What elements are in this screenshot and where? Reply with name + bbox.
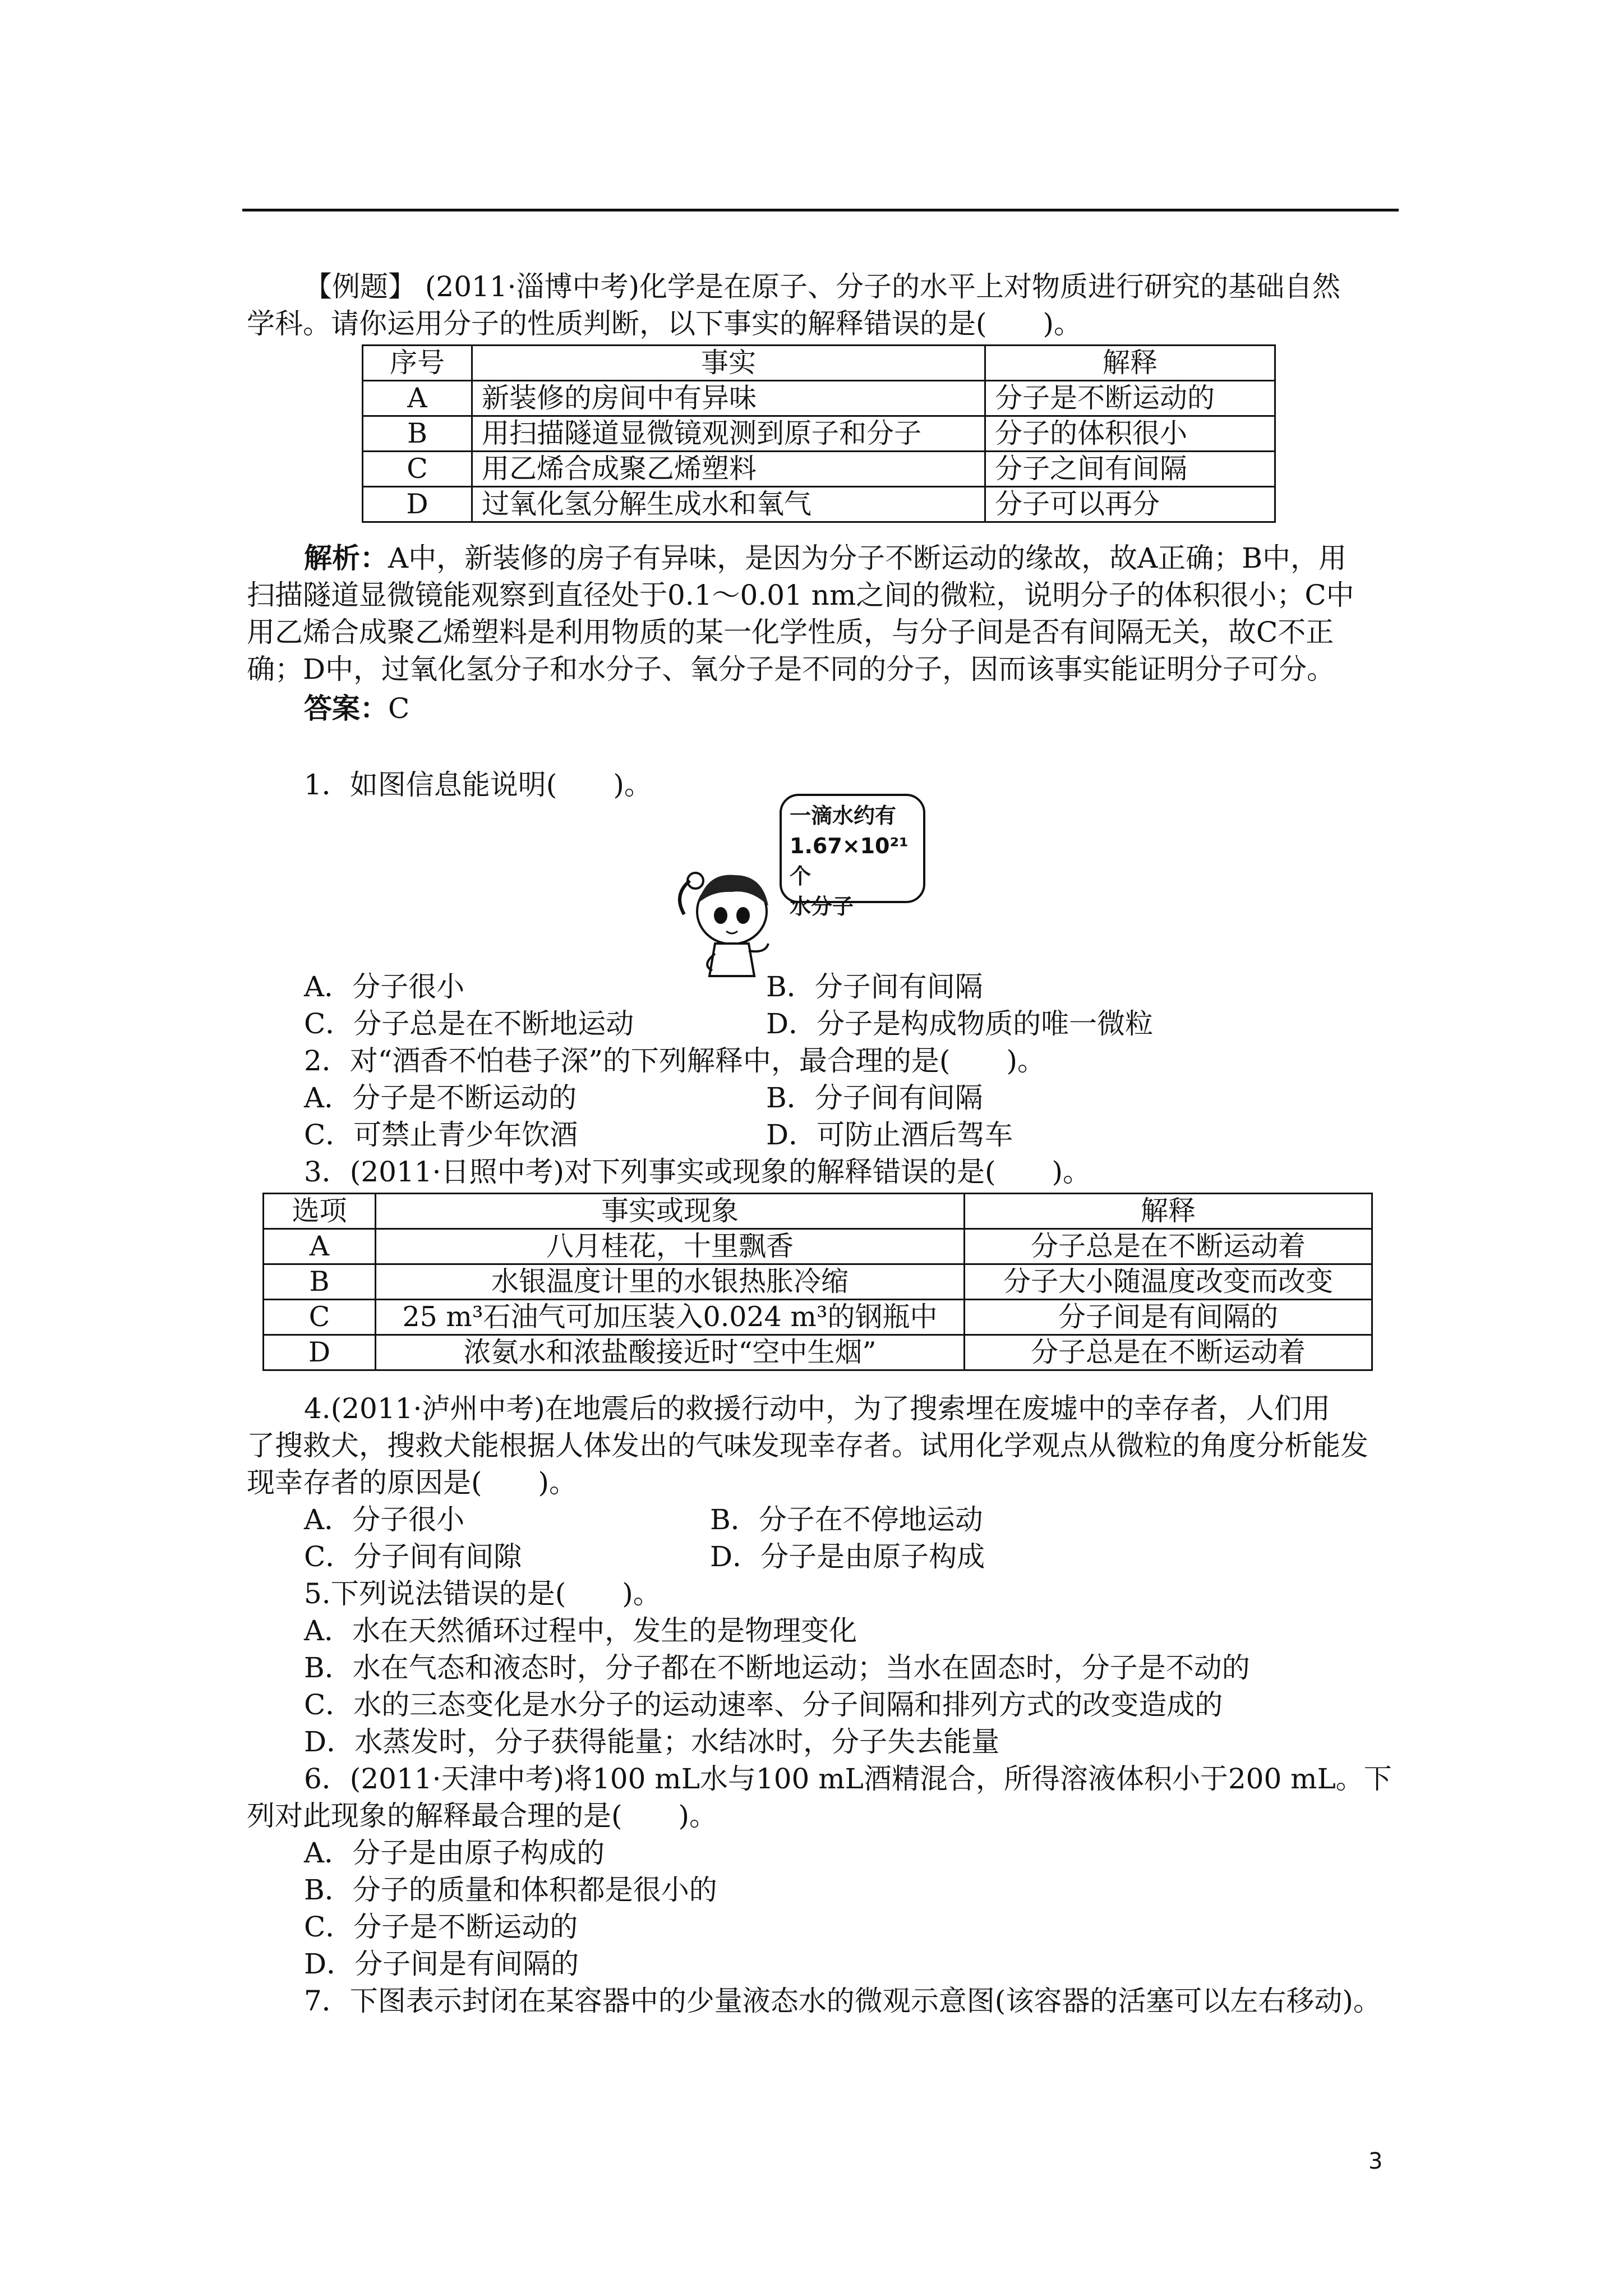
table-header: 解释 xyxy=(985,346,1275,381)
analysis-text: A中，新装修的房子有异味，是因为分子不断运动的缘故，故A正确；B中，用 xyxy=(388,542,1347,574)
q6-line-1: 6．(2011·天津中考)将100 mL水与100 mL酒精混合，所得溶液体积小于200 mL。下 xyxy=(304,1763,1392,1795)
table-cell: 用乙烯合成聚乙烯塑料 xyxy=(472,452,985,487)
analysis-label: 解析： xyxy=(304,541,388,574)
table-cell: 浓氨水和浓盐酸接近时“空中生烟” xyxy=(376,1335,965,1370)
analysis-line-4: 确；D中，过氧化氢分子和水分子、氧分子是不同的分子，因而该事实能证明分子可分。 xyxy=(247,653,1335,685)
q1-option-b: B．分子间有间隔 xyxy=(766,970,983,1003)
analysis-line-1 xyxy=(304,540,1347,577)
q5-option-c: C．水的三态变化是水分子的运动速率、分子间隔和排列方式的改变造成的 xyxy=(304,1688,1223,1721)
table-header: 解释 xyxy=(965,1194,1372,1229)
q6-option-b: B．分子的质量和体积都是很小的 xyxy=(304,1874,717,1906)
table-row xyxy=(264,1194,1372,1229)
table-header: 事实 xyxy=(472,346,985,381)
q4-option-b: B．分子在不停地运动 xyxy=(710,1503,983,1536)
bubble-text: 水分子 xyxy=(790,894,854,919)
q2-option-a: A．分子是不断运动的 xyxy=(304,1082,577,1114)
table-cell: 新装修的房间中有异味 xyxy=(472,381,985,416)
q4-line-2: 了搜救犬，搜救犬能根据人体发出的气味发现幸存者。试用化学观点从微粒的角度分析能发 xyxy=(247,1429,1368,1462)
table-row xyxy=(264,1264,1372,1300)
q3-stem: 3．(2011·日照中考)对下列事实或现象的解释错误的是( )。 xyxy=(304,1156,1091,1188)
table-row xyxy=(363,346,1275,381)
example-line-1: 【例题】 (2011·淄博中考)化学是在原子、分子的水平上对物质进行研究的基础自然 xyxy=(304,270,1341,303)
answer-line xyxy=(304,690,409,727)
q6-line-2: 列对此现象的解释最合理的是( )。 xyxy=(247,1800,718,1832)
example-table xyxy=(362,344,1276,523)
table-cell: 分子的体积很小 xyxy=(985,416,1275,452)
table-cell: C xyxy=(363,452,472,487)
table-row xyxy=(363,381,1275,416)
q1-option-d: D．分子是构成物质的唯一微粒 xyxy=(766,1007,1154,1040)
q6-option-d: D．分子间是有间隔的 xyxy=(304,1948,579,1980)
table-row xyxy=(363,452,1275,487)
table-cell: 分子是不断运动的 xyxy=(985,381,1275,416)
table-cell: 25 m³石油气可加压装入0.024 m³的钢瓶中 xyxy=(376,1300,965,1335)
q5-option-d: D．水蒸发时，分子获得能量；水结冰时，分子失去能量 xyxy=(304,1726,1000,1758)
header-rule xyxy=(242,209,1399,211)
page-number: 3 xyxy=(1368,2148,1383,2174)
table-row xyxy=(264,1300,1372,1335)
answer-value: C xyxy=(388,692,410,725)
table-cell: 八月桂花，十里飘香 xyxy=(376,1229,965,1264)
bubble-text: 1.67×10²¹个 xyxy=(790,834,909,889)
speech-bubble xyxy=(780,794,925,919)
table-row xyxy=(264,1335,1372,1370)
table-cell: 分子间是有间隔的 xyxy=(965,1300,1372,1335)
table-row xyxy=(264,1229,1372,1264)
analysis-line-2: 扫描隧道显微镜能观察到直径处于0.1～0.01 nm之间的微粒，说明分子的体积很小；C中 xyxy=(247,579,1354,611)
table-header: 序号 xyxy=(363,346,472,381)
table-cell: B xyxy=(264,1264,376,1300)
q6-option-a: A．分子是由原子构成的 xyxy=(304,1837,605,1869)
table-cell: 分子可以再分 xyxy=(985,487,1275,522)
table-cell: D xyxy=(363,487,472,522)
table-cell: C xyxy=(264,1300,376,1335)
q4-line-1: 4.(2011·泸州中考)在地震后的救援行动中，为了搜索埋在废墟中的幸存者，人们用 xyxy=(304,1392,1330,1425)
q1-stem: 1．如图信息能说明( )。 xyxy=(304,769,652,801)
table-cell: 过氧化氢分解生成水和氧气 xyxy=(472,487,985,522)
q7-stem: 7．下图表示封闭在某容器中的少量液态水的微观示意图(该容器的活塞可以左右移动)。 xyxy=(304,1985,1381,2017)
table-header: 事实或现象 xyxy=(376,1194,965,1229)
q6-option-c: C．分子是不断运动的 xyxy=(304,1911,578,1943)
table-cell: A xyxy=(363,381,472,416)
q2-option-b: B．分子间有间隔 xyxy=(766,1082,983,1114)
example-line-2: 学科。请你运用分子的性质判断，以下事实的解释错误的是( )。 xyxy=(247,307,1082,340)
table-cell: 分子大小随温度改变而改变 xyxy=(965,1264,1372,1300)
q4-option-a: A．分子很小 xyxy=(304,1503,465,1536)
q1-option-a: A．分子很小 xyxy=(304,970,465,1003)
q3-table xyxy=(262,1193,1373,1371)
q4-line-3: 现幸存者的原因是( )。 xyxy=(247,1466,578,1499)
table-cell: 用扫描隧道显微镜观测到原子和分子 xyxy=(472,416,985,452)
table-header: 选项 xyxy=(264,1194,376,1229)
bubble-text: 一滴水约有 xyxy=(790,803,897,828)
table-cell: A xyxy=(264,1229,376,1264)
table-cell: B xyxy=(363,416,472,452)
q5-option-b: B．水在气态和液态时，分子都在不断地运动；当水在固态时，分子是不动的 xyxy=(304,1651,1250,1684)
table-cell: 分子总是在不断运动着 xyxy=(965,1229,1372,1264)
table-cell: D xyxy=(264,1335,376,1370)
q5-option-a: A．水在天然循环过程中，发生的是物理变化 xyxy=(304,1614,857,1647)
q1-option-c: C．分子总是在不断地运动 xyxy=(304,1007,634,1040)
analysis-line-3: 用乙烯合成聚乙烯塑料是利用物质的某一化学性质，与分子间是否有间隔无关，故C不正 xyxy=(247,616,1334,648)
q4-option-d: D．分子是由原子构成 xyxy=(710,1540,985,1573)
table-cell: 分子总是在不断运动着 xyxy=(965,1335,1372,1370)
table-row xyxy=(363,487,1275,522)
q5-stem: 5.下列说法错误的是( )。 xyxy=(304,1577,661,1610)
q2-option-c: C．可禁止青少年饮酒 xyxy=(304,1119,578,1151)
q4-option-c: C．分子间有间隙 xyxy=(304,1540,522,1573)
table-cell: 分子之间有间隔 xyxy=(985,452,1275,487)
q2-stem: 2．对“酒香不怕巷子深”的下列解释中，最合理的是( )。 xyxy=(304,1045,1045,1077)
answer-label: 答案： xyxy=(304,692,388,725)
table-row xyxy=(363,416,1275,452)
table-cell: 水银温度计里的水银热胀冷缩 xyxy=(376,1264,965,1300)
q2-option-d: D．可防止酒后驾车 xyxy=(766,1119,1013,1151)
